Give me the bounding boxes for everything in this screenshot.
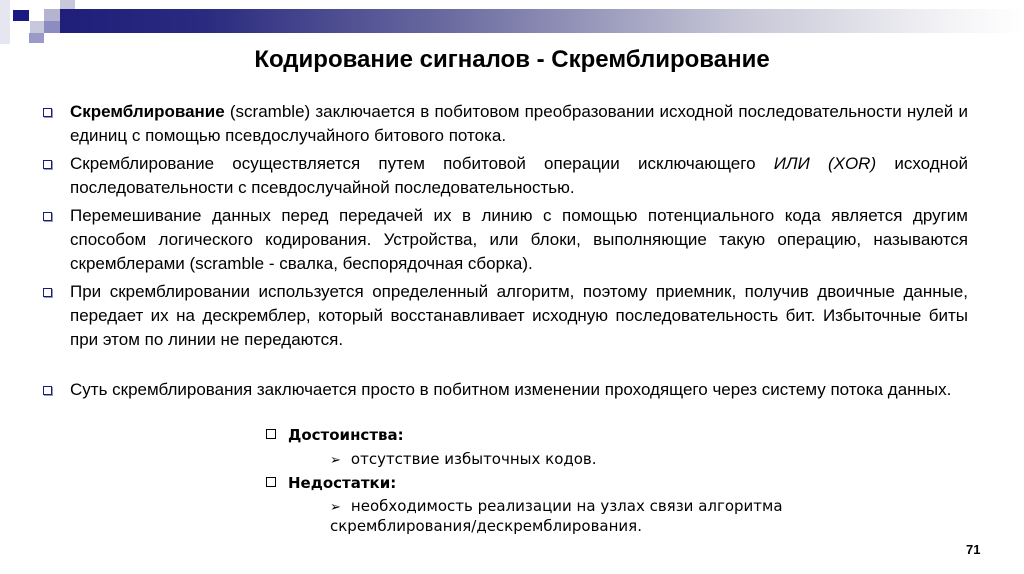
square-bullet-icon (43, 108, 52, 117)
bullet-item (40, 100, 968, 148)
disadvantage-text: скремблирования/дескремблирования. (330, 517, 642, 535)
bullet-text: Скремблирование осуществляется путем побитовой операции исключающего (70, 154, 774, 173)
disadvantage-text: необходимость реализации на узлах связи алгоритма (350, 497, 783, 515)
decor-square (30, 21, 45, 33)
header-gradient-bar (60, 9, 1024, 33)
disadvantages-heading (266, 473, 396, 493)
bullet-bold-term: Скремблирование (70, 102, 225, 121)
disadvantage-item (330, 496, 783, 518)
bullet-italic-term: ИЛИ (XOR) (773, 154, 877, 173)
bullet-text: исходной последовательности с псевдослучайной последовательностью. (70, 154, 968, 197)
square-bullet-icon (43, 386, 52, 395)
bullet-text: Суть скремблирования заключается просто в побитном изменении проходящего через систему потока данных. (70, 380, 952, 399)
arrow-bullet-icon: ➢ (330, 500, 341, 515)
decor-square (44, 21, 60, 33)
checkbox-bullet-icon (266, 477, 276, 487)
square-bullet-icon (43, 288, 52, 297)
disadvantages-label: Недостатки: (288, 474, 397, 492)
advantage-text: отсутствие избыточных кодов. (350, 450, 597, 468)
square-bullet-icon (43, 212, 52, 221)
bullet-text: (scramble) заключается в побитовом преобразовании исходной последовательности нулей и единиц с помощью псевдослучайного битового потока. (70, 102, 968, 145)
advantages-heading (266, 425, 404, 445)
decor-square (0, 0, 10, 44)
bullet-item (40, 152, 968, 200)
checkbox-bullet-icon (266, 429, 276, 439)
advantage-item (330, 449, 597, 471)
disadvantage-item-continued (330, 516, 642, 536)
advantages-label: Достоинства: (288, 426, 404, 444)
bullet-list (40, 100, 968, 406)
bullet-text: При скремблировании используется определенный алгоритм, поэтому приемник, получив двоичные данные, передает их на дескремблер, который восстанавливает исходную последовательность бит. Избыточные биты при этом по линии не передаются. (70, 282, 968, 349)
decor-square (60, 0, 75, 9)
bullet-item (40, 280, 968, 352)
decor-square (44, 9, 60, 21)
slide-title: Кодирование сигналов - Скремблирование (254, 46, 770, 73)
page-number: 71 (966, 542, 981, 557)
arrow-bullet-icon: ➢ (330, 453, 341, 468)
decor-square (29, 33, 44, 43)
square-bullet-icon (43, 160, 52, 169)
decor-square (13, 10, 29, 21)
bullet-item (40, 204, 968, 276)
bullet-text: Перемешивание данных перед передачей их в линию с помощью потенциального кода является другим способом логического кодирования. Устройства, или блоки, выполняющие такую операцию, называются скремблерами (scramble - свалка, беспорядочная сборка). (70, 206, 968, 273)
bullet-item (40, 378, 968, 402)
